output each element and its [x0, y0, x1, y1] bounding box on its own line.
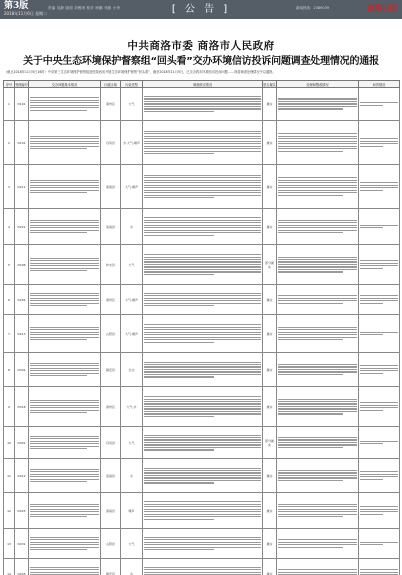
rectification-details — [277, 88, 359, 121]
row-number: 5 — [4, 245, 15, 285]
case-code: D412 — [15, 459, 29, 493]
rectification-details — [277, 529, 359, 559]
edition-number: 第3版 — [4, 1, 29, 11]
issue-description — [29, 245, 101, 285]
column-header: 污染类型 — [121, 81, 143, 88]
issue-description — [29, 493, 101, 529]
rectification-details — [277, 459, 359, 493]
verified-status: 属实 — [263, 165, 277, 209]
accountability-details — [359, 285, 400, 315]
table-row — [4, 459, 400, 493]
intro-paragraph: （截止2018年11月5日16时）中央第三生态环境保护督察组进驻陕西省开展生态环境保护督察“回头看”，截至2018年11月5日，已交办我市环境信访投诉问题……现将调查处理情况予以通报。 — [4, 70, 276, 74]
pollution-type: 大气 — [121, 245, 143, 285]
verified-status: 属实 — [263, 559, 277, 575]
headline-issuer: 中共商洛市委 商洛市人民政府 — [127, 40, 275, 52]
row-number: 9 — [4, 387, 15, 427]
issue-description — [29, 353, 101, 387]
complaints-table — [3, 80, 400, 575]
rectification-details — [277, 427, 359, 459]
pollution-type: 水 — [121, 459, 143, 493]
rectification-details — [277, 387, 359, 427]
row-number: 13 — [4, 529, 15, 559]
verification-details — [143, 315, 263, 353]
rectification-details — [277, 285, 359, 315]
edition-date: 2018年11月6日 星期二 — [4, 11, 48, 16]
pollution-type: 生态 — [121, 353, 143, 387]
verified-status: 属实 — [263, 315, 277, 353]
pollution-type: 大气,噪声 — [121, 165, 143, 209]
row-number: 11 — [4, 459, 15, 493]
accountability-details — [359, 529, 400, 559]
region-cell: 洛南县 — [101, 459, 121, 493]
issue-description — [29, 165, 101, 209]
column-header: 行政区域 — [101, 81, 121, 88]
pollution-type: 大气,噪声 — [121, 315, 143, 353]
region-cell: 丹凤县 — [101, 121, 121, 165]
verified-status: 属实 — [263, 493, 277, 529]
accountability-details — [359, 209, 400, 245]
table-row — [4, 559, 400, 575]
accountability-details — [359, 427, 400, 459]
table-row — [4, 88, 400, 121]
verified-status: 部分属实 — [263, 427, 277, 459]
row-number: 1 — [4, 88, 15, 121]
region-cell: 洛南县 — [101, 209, 121, 245]
rectification-details — [277, 559, 359, 575]
verification-details — [143, 209, 263, 245]
region-cell: 商州区 — [101, 285, 121, 315]
table-row — [4, 121, 400, 165]
issue-description — [29, 559, 101, 575]
verified-status: 属实 — [263, 121, 277, 165]
pollution-type: 大气,水 — [121, 387, 143, 427]
rectification-details — [277, 493, 359, 529]
case-code: D211 — [15, 165, 29, 209]
verification-details — [143, 165, 263, 209]
column-header: 是否属实 — [263, 82, 276, 87]
issue-description — [29, 88, 101, 121]
newspaper-logo: 商洛日报 — [367, 3, 397, 13]
accountability-details — [359, 315, 400, 353]
editor-credits: 责编 吴静 版面 刘俊涛 校对 徐鹏 刊版 小李 — [48, 6, 121, 10]
pollution-type: 水,大气,噪声 — [121, 121, 143, 165]
issue-description — [29, 121, 101, 165]
verification-details — [143, 459, 263, 493]
accountability-details — [359, 88, 400, 121]
case-code: D445 — [15, 559, 29, 575]
row-number: 6 — [4, 285, 15, 315]
column-header: 问责情况 — [359, 81, 400, 88]
row-number: 8 — [4, 353, 15, 387]
region-cell: 柞水县 — [101, 245, 121, 285]
verification-details — [143, 353, 263, 387]
verification-details — [143, 245, 263, 285]
table-row — [4, 387, 400, 427]
table-row — [4, 427, 400, 459]
table-row — [4, 493, 400, 529]
verification-details — [143, 88, 263, 121]
table-row — [4, 315, 400, 353]
verification-details — [143, 493, 263, 529]
column-header: 处理和整改情况 — [277, 81, 359, 88]
row-number: 7 — [4, 315, 15, 353]
pollution-type: 噪声 — [121, 493, 143, 529]
issue-description — [29, 459, 101, 493]
table-row — [4, 285, 400, 315]
rectification-details — [277, 121, 359, 165]
pollution-type: 大气 — [121, 88, 143, 121]
accountability-details — [359, 387, 400, 427]
row-number: 12 — [4, 493, 15, 529]
pollution-type: 大气 — [121, 529, 143, 559]
case-code: D425 — [15, 493, 29, 529]
case-code: D431 — [15, 529, 29, 559]
rectification-details — [277, 165, 359, 209]
accountability-details — [359, 121, 400, 165]
verified-status: 部分属实 — [263, 245, 277, 285]
pollution-type: 水 — [121, 559, 143, 575]
region-cell: 商南县 — [101, 165, 121, 209]
case-code: D191 — [15, 88, 29, 121]
case-code: D206 — [15, 245, 29, 285]
region-cell: 山阳县 — [101, 529, 121, 559]
case-code: D401 — [15, 427, 29, 459]
accountability-details — [359, 165, 400, 209]
region-cell: 镇安县 — [101, 559, 121, 575]
table-row — [4, 529, 400, 559]
verified-status: 属实 — [263, 88, 277, 121]
column-header: 调查核实情况 — [143, 81, 263, 88]
region-cell: 山阳县 — [101, 315, 121, 353]
verification-details — [143, 559, 263, 575]
verified-status: 属实 — [263, 387, 277, 427]
accountability-details — [359, 353, 400, 387]
issue-description — [29, 285, 101, 315]
verified-status: 属实 — [263, 353, 277, 387]
region-cell: 镇安县 — [101, 353, 121, 387]
headline-main: 关于中央生态环境保护督察组“回头看”交办环境信访投诉问题调查处理情况的通报 — [23, 56, 379, 67]
rectification-details — [277, 245, 359, 285]
accountability-details — [359, 459, 400, 493]
table-row — [4, 353, 400, 387]
row-number: 3 — [4, 165, 15, 209]
rectification-details — [277, 315, 359, 353]
accountability-details — [359, 245, 400, 285]
case-code: D261 — [15, 285, 29, 315]
pollution-type: 大气 — [121, 427, 143, 459]
rectification-details — [277, 209, 359, 245]
issue-description — [29, 387, 101, 427]
table-header-row — [4, 81, 400, 88]
case-code: D221 — [15, 209, 29, 245]
row-number: 2 — [4, 121, 15, 165]
case-code: D191 — [15, 121, 29, 165]
verification-details — [143, 427, 263, 459]
case-code: D301 — [15, 353, 29, 387]
verification-details — [143, 387, 263, 427]
pollution-type: 大气,噪声 — [121, 285, 143, 315]
news-hotline: 新闻热线：2389039 — [296, 6, 330, 10]
column-header: 受理编号 — [15, 82, 28, 87]
row-number: 14 — [4, 559, 15, 575]
column-header: 序号 — [4, 81, 15, 88]
issue-description — [29, 315, 101, 353]
accountability-details — [359, 493, 400, 529]
region-cell: 丹凤县 — [101, 427, 121, 459]
row-number: 10 — [4, 427, 15, 459]
column-label: [ 公 告 ] — [171, 4, 231, 15]
row-number: 4 — [4, 209, 15, 245]
column-header: 交办问题基本情况 — [29, 81, 101, 88]
region-cell: 商州区 — [101, 88, 121, 121]
region-cell: 商州区 — [101, 387, 121, 427]
pollution-type: 水 — [121, 209, 143, 245]
verified-status: 属实 — [263, 209, 277, 245]
verification-details — [143, 529, 263, 559]
issue-description — [29, 427, 101, 459]
table-row — [4, 209, 400, 245]
accountability-details — [359, 559, 400, 575]
verification-details — [143, 285, 263, 315]
region-cell: 商南县 — [101, 493, 121, 529]
issue-description — [29, 209, 101, 245]
case-code: D213 — [15, 315, 29, 353]
page-header-bar — [0, 0, 402, 19]
verified-status: 属实 — [263, 459, 277, 493]
verification-details — [143, 121, 263, 165]
issue-description — [29, 529, 101, 559]
table-row — [4, 165, 400, 209]
rectification-details — [277, 353, 359, 387]
case-code: D318 — [15, 387, 29, 427]
table-row — [4, 245, 400, 285]
verified-status: 属实 — [263, 285, 277, 315]
verified-status: 属实 — [263, 529, 277, 559]
